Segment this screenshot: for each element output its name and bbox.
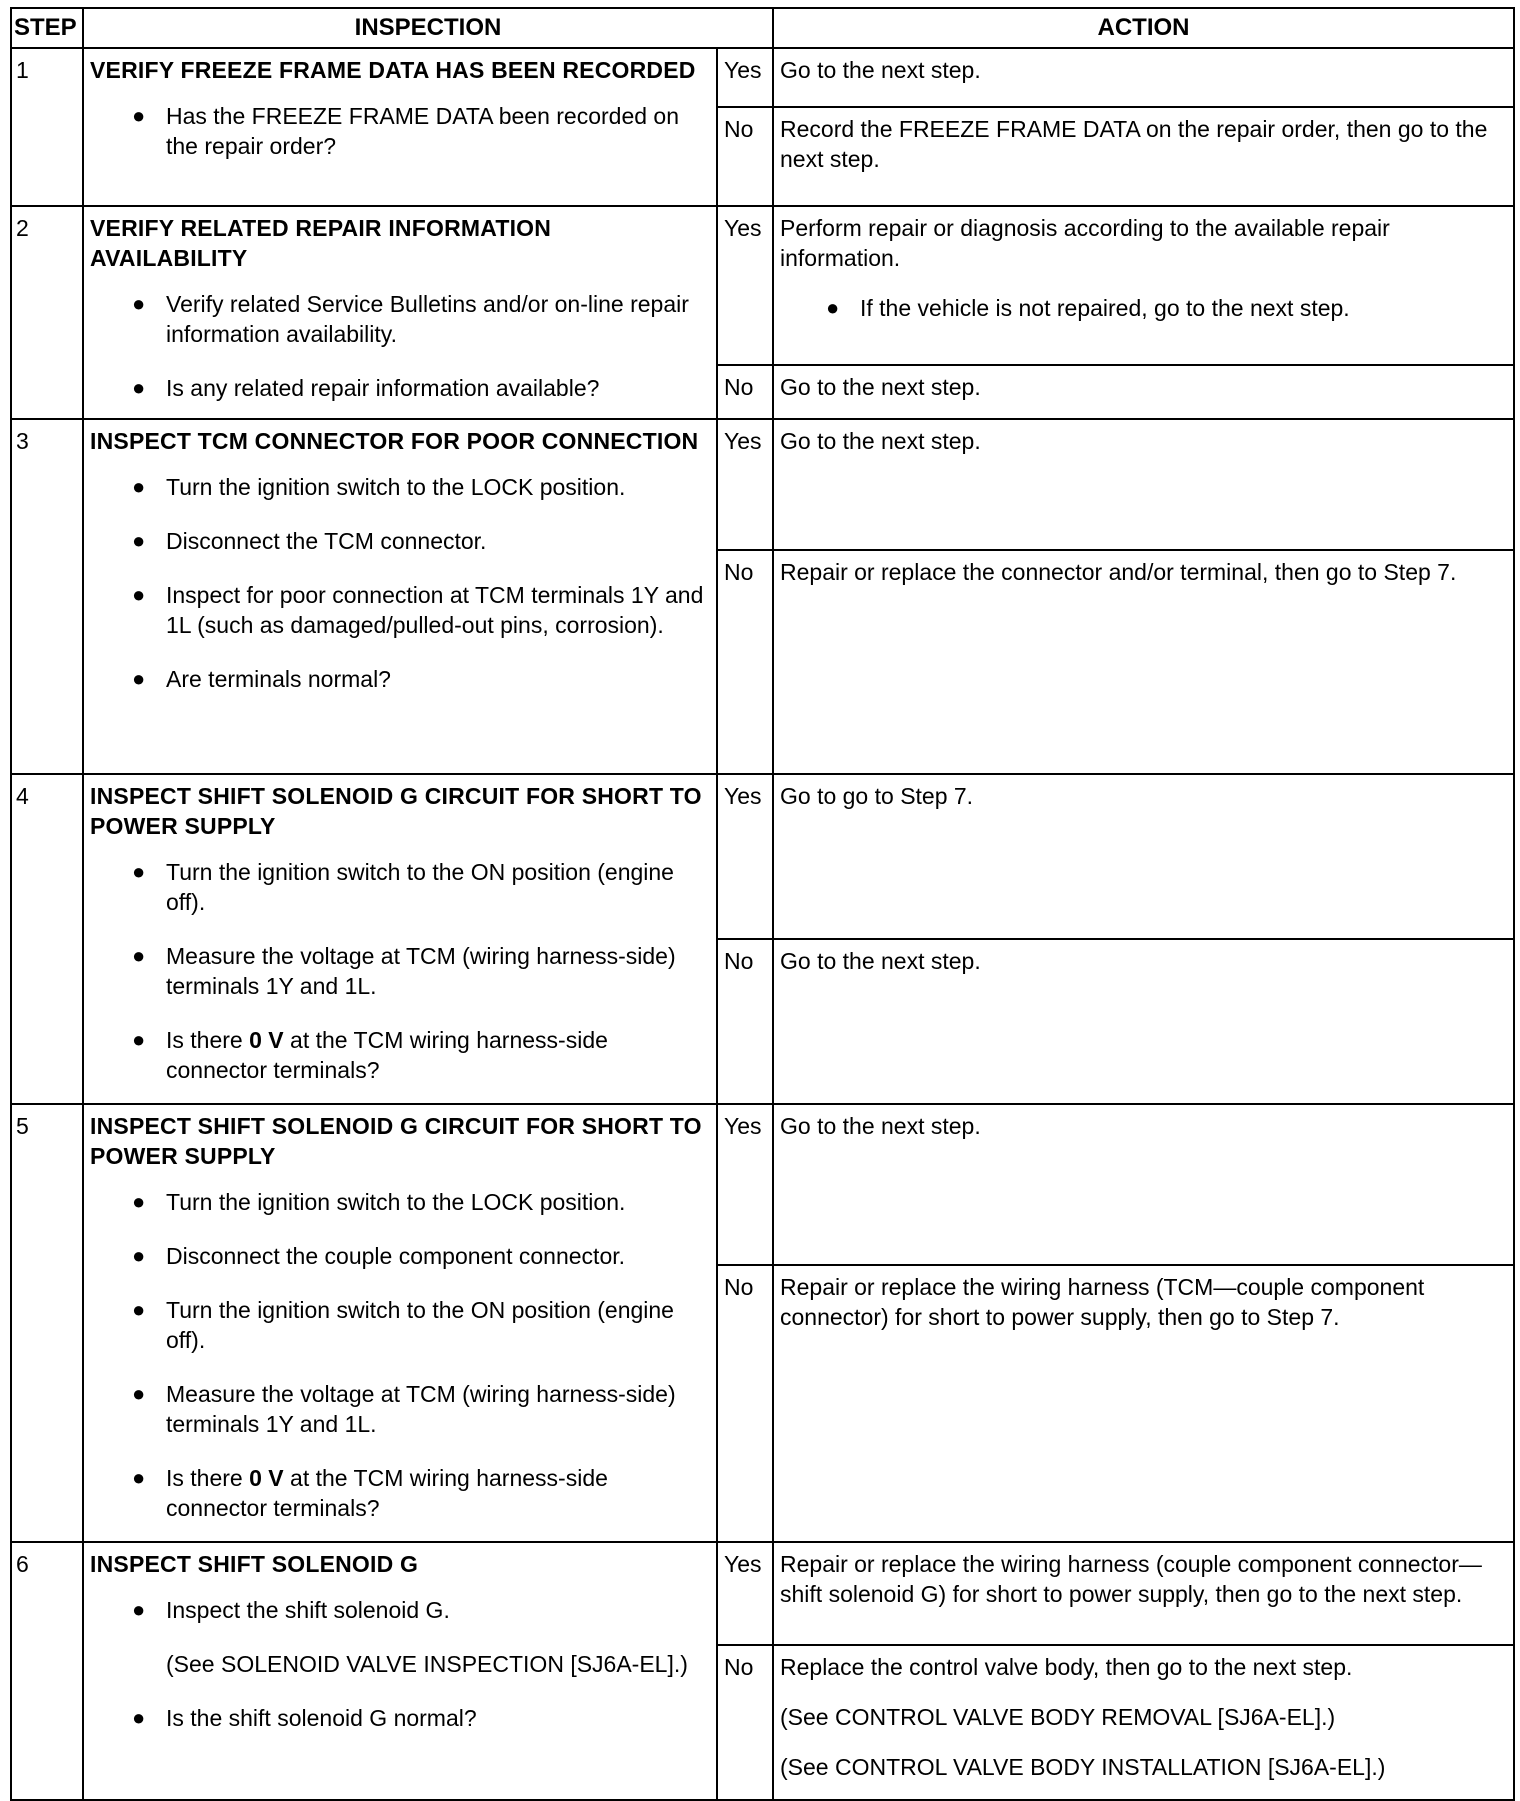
no-action-text: Replace the control valve body, then go to the next step. <box>780 1654 1353 1680</box>
table-row <box>11 1104 1514 1265</box>
action-bullets <box>780 293 1507 323</box>
inspection-item: ● Is any related repair information available? <box>90 373 710 403</box>
inspection-item: ● Measure the voltage at TCM (wiring harness-side) terminals 1Y and 1L. <box>90 1379 710 1439</box>
action-item: ● If the vehicle is not repaired, go to the next step. <box>780 293 1507 323</box>
inspection-item: ● Inspect the shift solenoid G. <box>90 1595 710 1625</box>
answer-yes: Yes <box>717 1542 773 1645</box>
step-title: INSPECT SHIFT SOLENOID G <box>90 1551 419 1577</box>
table-row <box>11 206 1514 365</box>
question-text: Is there <box>166 1465 250 1491</box>
yes-action: Go to the next step. <box>773 48 1514 107</box>
header-action: ACTION <box>773 8 1514 48</box>
inspection-item: ● Turn the ignition switch to the ON position (engine off). <box>90 857 710 917</box>
table-header-row <box>11 8 1514 48</box>
inspection-item: ● Disconnect the couple component connector. <box>90 1241 710 1271</box>
answer-no: No <box>717 1265 773 1542</box>
header-step: STEP <box>11 8 83 48</box>
answer-yes: Yes <box>717 206 773 365</box>
answer-no: No <box>717 939 773 1104</box>
answer-yes: Yes <box>717 419 773 550</box>
step-title: INSPECT SHIFT SOLENOID G CIRCUIT FOR SHORT TO POWER SUPPLY <box>90 783 702 839</box>
no-action-reference: (See CONTROL VALVE BODY REMOVAL [SJ6A-EL].) <box>780 1704 1336 1730</box>
no-action: Go to the next step. <box>773 365 1514 419</box>
table-row <box>11 48 1514 107</box>
no-action: Record the FREEZE FRAME DATA on the repair order, then go to the next step. <box>773 107 1514 206</box>
inspection-item: ● Disconnect the TCM connector. <box>90 526 710 556</box>
inspection-cell <box>83 419 717 774</box>
step-title: VERIFY FREEZE FRAME DATA HAS BEEN RECORDED <box>90 57 696 83</box>
inspection-cell <box>83 774 717 1104</box>
yes-action <box>773 206 1514 365</box>
voltage-value: 0 V <box>249 1027 284 1053</box>
inspection-item: ● Turn the ignition switch to the LOCK position. <box>90 1187 710 1217</box>
yes-action: Go to the next step. <box>773 419 1514 550</box>
answer-no: No <box>717 1645 773 1800</box>
question-text: at the TCM wiring harness-side connector terminals? <box>166 1465 608 1521</box>
inspection-item: ● Turn the ignition switch to the ON position (engine off). <box>90 1295 710 1355</box>
inspection-bullets <box>90 1595 710 1733</box>
yes-action: Go to the next step. <box>773 1104 1514 1265</box>
inspection-cell <box>83 206 717 419</box>
answer-no: No <box>717 107 773 206</box>
inspection-item: ● Turn the ignition switch to the LOCK position. <box>90 472 710 502</box>
header-inspection: INSPECTION <box>83 8 773 48</box>
step-number: 1 <box>11 48 83 206</box>
no-action: Go to the next step. <box>773 939 1514 1104</box>
question-text: at the TCM wiring harness-side connector terminals? <box>166 1027 608 1083</box>
step-title: INSPECT SHIFT SOLENOID G CIRCUIT FOR SHORT TO POWER SUPPLY <box>90 1113 702 1169</box>
step-title: VERIFY RELATED REPAIR INFORMATION AVAILABILITY <box>90 215 552 271</box>
inspection-item: ● Inspect for poor connection at TCM terminals 1Y and 1L (such as damaged/pulled-out pins, corrosion). <box>90 580 710 640</box>
table-row <box>11 419 1514 550</box>
no-action: Repair or replace the wiring harness (TCM—couple component connector) for short to power supply, then go to Step 7. <box>773 1265 1514 1542</box>
no-action-reference: (See CONTROL VALVE BODY INSTALLATION [SJ6A-EL].) <box>780 1754 1386 1780</box>
answer-yes: Yes <box>717 1104 773 1265</box>
inspection-bullets <box>90 289 710 403</box>
inspection-item: ● Measure the voltage at TCM (wiring harness-side) terminals 1Y and 1L. <box>90 941 710 1001</box>
table-row <box>11 1542 1514 1645</box>
inspection-bullets <box>90 1187 710 1523</box>
inspection-cell <box>83 1542 717 1800</box>
step-title: INSPECT TCM CONNECTOR FOR POOR CONNECTION <box>90 428 699 454</box>
inspection-item: ● Has the FREEZE FRAME DATA been recorded on the repair order? <box>90 101 710 161</box>
inspection-bullets <box>90 472 710 694</box>
question-text: Is there <box>166 1027 250 1053</box>
inspection-cell <box>83 1104 717 1542</box>
no-action: Repair or replace the connector and/or terminal, then go to Step 7. <box>773 550 1514 774</box>
answer-yes: Yes <box>717 774 773 939</box>
answer-yes: Yes <box>717 48 773 107</box>
inspection-item: ● Are terminals normal? <box>90 664 710 694</box>
step-number: 3 <box>11 419 83 774</box>
inspection-item <box>90 1463 710 1523</box>
yes-action: Go to go to Step 7. <box>773 774 1514 939</box>
inspection-item <box>90 1025 710 1085</box>
yes-action: Repair or replace the wiring harness (couple component connector—shift solenoid G) for short to power supply, then go to the next step. <box>773 1542 1514 1645</box>
inspection-item: ● Is the shift solenoid G normal? <box>90 1703 710 1733</box>
table-row <box>11 774 1514 939</box>
answer-no: No <box>717 550 773 774</box>
inspection-item: ● Verify related Service Bulletins and/or on-line repair information availability. <box>90 289 710 349</box>
inspection-bullets <box>90 857 710 1085</box>
answer-no: No <box>717 365 773 419</box>
yes-action-text: Perform repair or diagnosis according to the available repair information. <box>780 215 1390 271</box>
no-action <box>773 1645 1514 1800</box>
step-number: 4 <box>11 774 83 1104</box>
inspection-bullets <box>90 101 710 161</box>
inspection-cell <box>83 48 717 206</box>
inspection-reference: (See SOLENOID VALVE INSPECTION [SJ6A-EL].) <box>166 1651 688 1677</box>
step-number: 2 <box>11 206 83 419</box>
voltage-value: 0 V <box>249 1465 284 1491</box>
step-number: 6 <box>11 1542 83 1800</box>
step-number: 5 <box>11 1104 83 1542</box>
diagnostic-procedure-table <box>10 7 1515 1801</box>
